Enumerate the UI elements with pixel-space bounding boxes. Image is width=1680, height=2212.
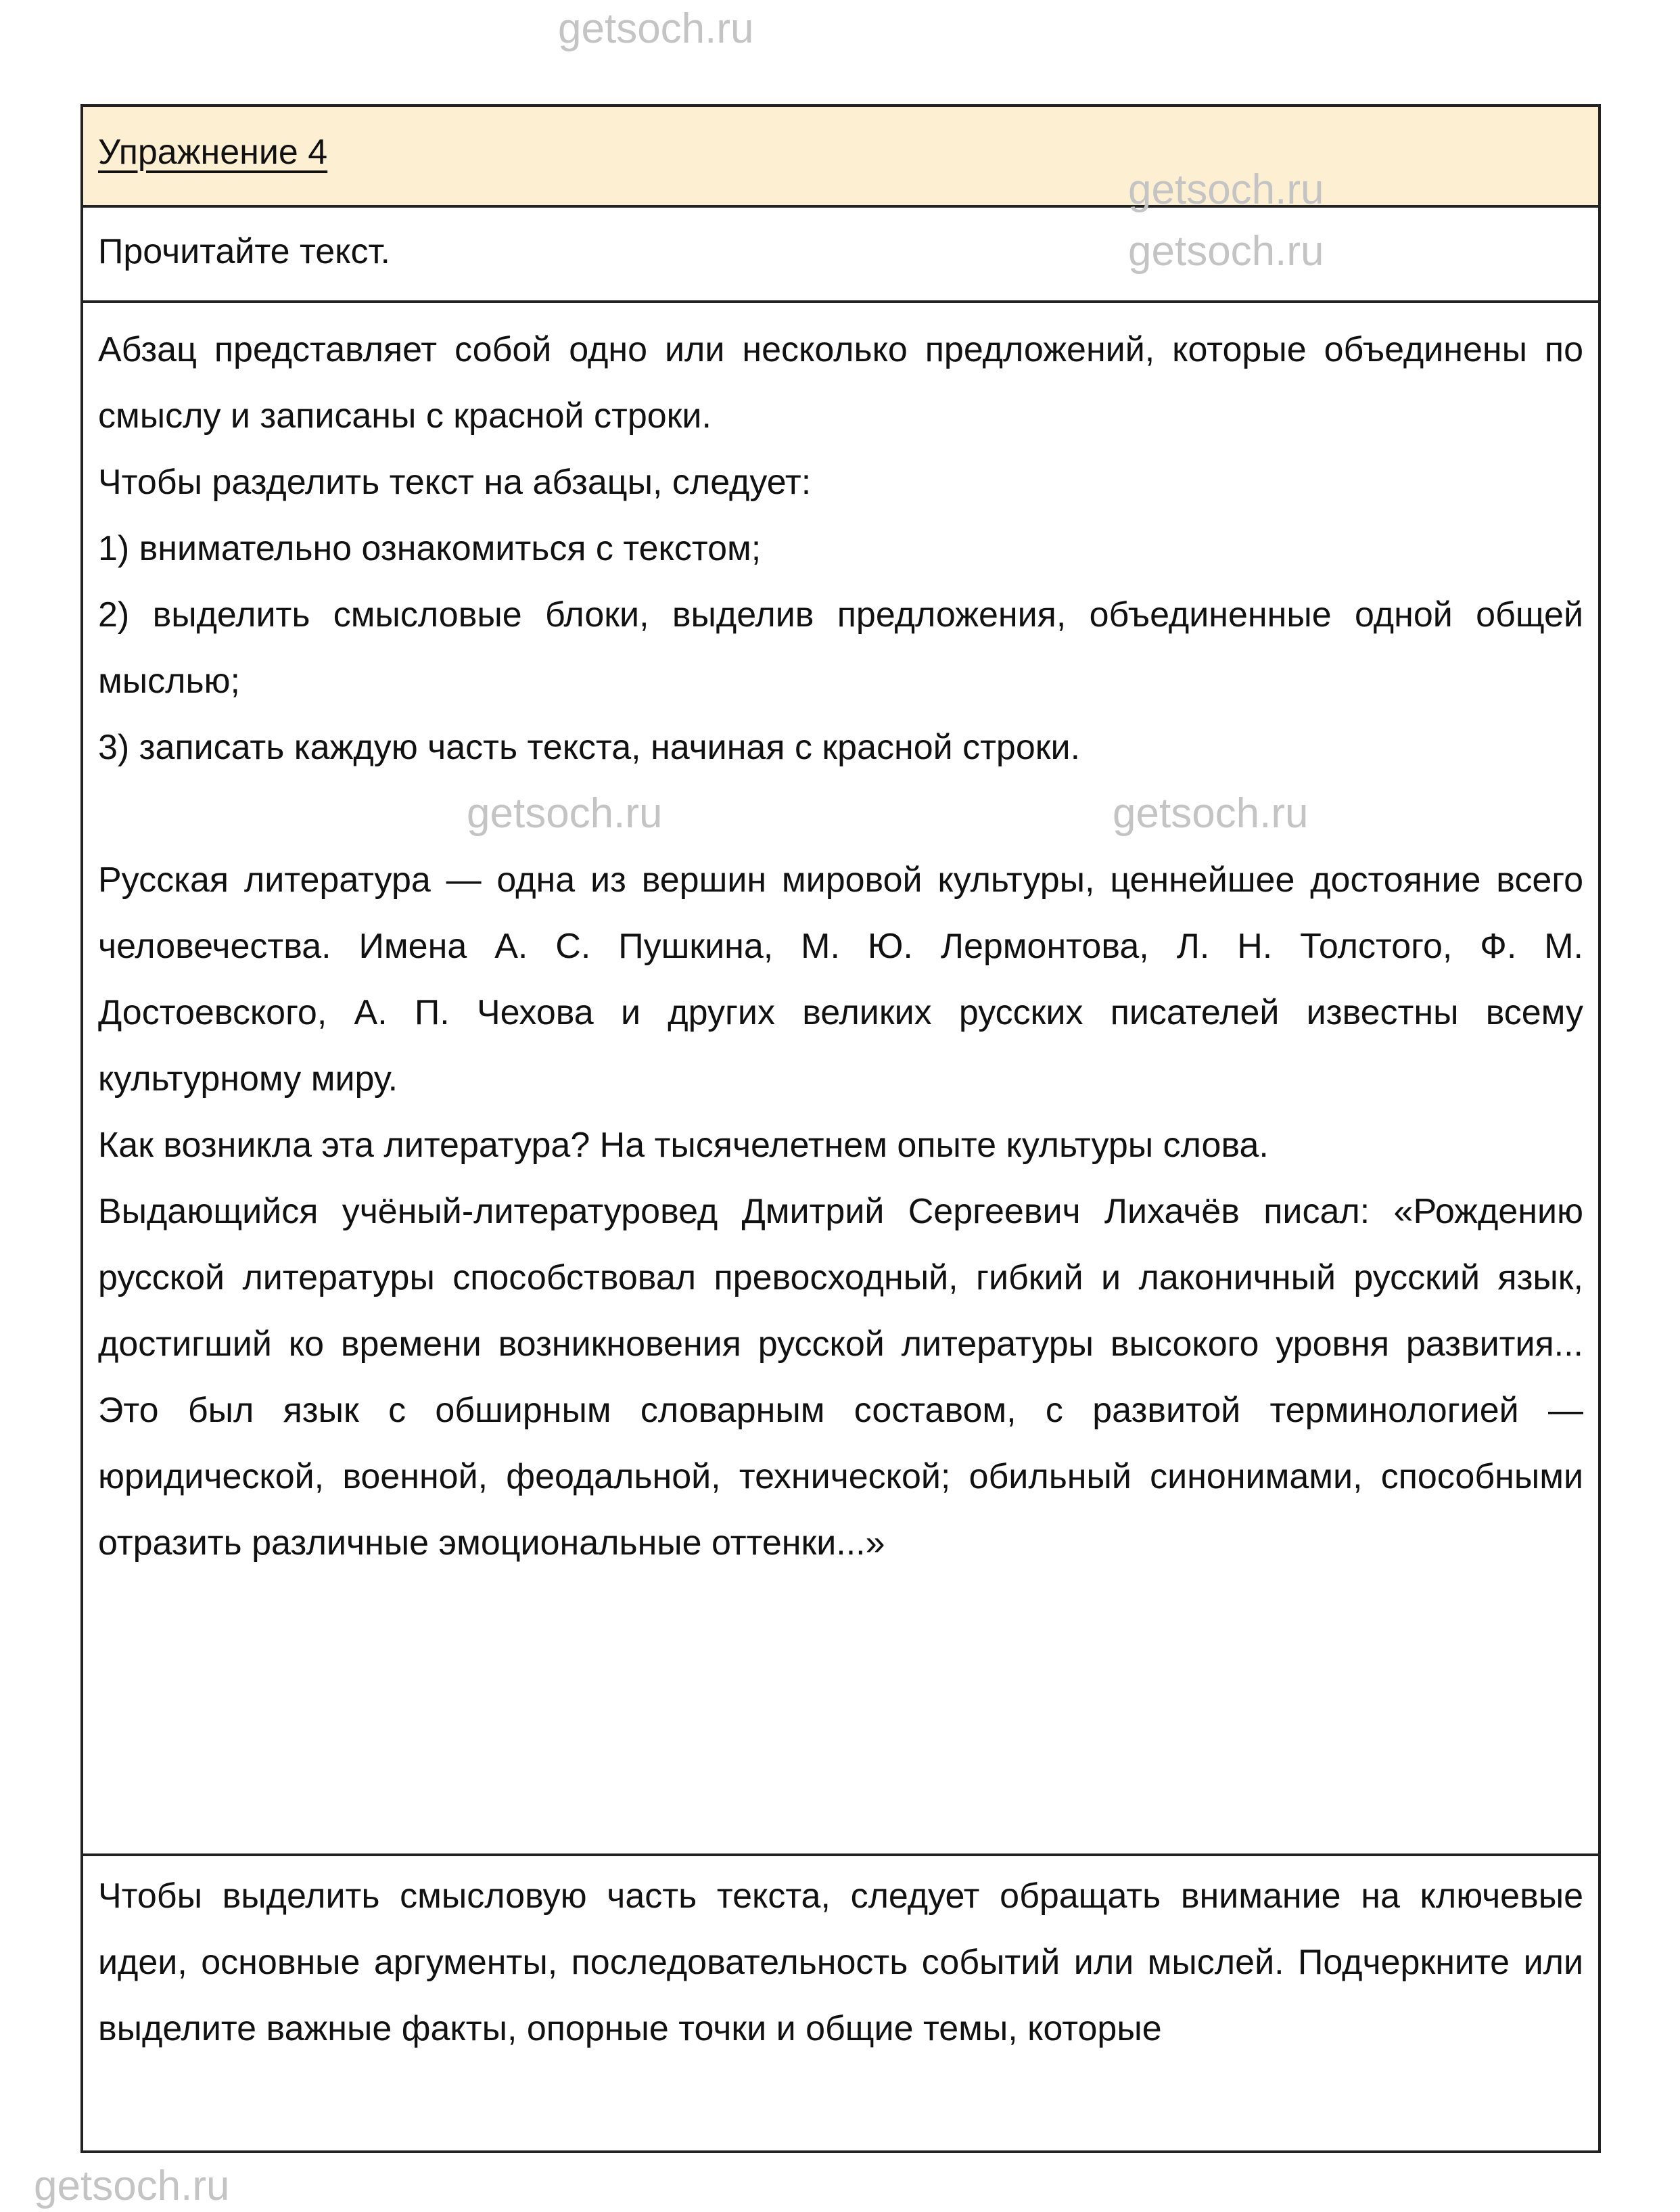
exercise-title: Упражнение 4 [98, 133, 328, 172]
text-row [83, 303, 1598, 1856]
text-paragraph: Как возникла эта литература? На тысячелетнем опыте культуры слова. [98, 1126, 1269, 1165]
watermark: getsoch.ru [467, 790, 663, 837]
answer-row [83, 1856, 1598, 2150]
watermark: getsoch.ru [558, 5, 754, 52]
theory-paragraph: 3) записать каждую часть текста, начиная с красной строки. [98, 728, 1081, 767]
spacer [98, 781, 1583, 847]
theory-paragraph: 1) внимательно ознакомиться с текстом; [98, 529, 762, 568]
watermark: getsoch.ru [34, 2163, 230, 2209]
instruction-row [83, 208, 1598, 303]
watermark: getsoch.ru [1128, 166, 1324, 213]
top-margin [0, 0, 1680, 104]
text-paragraph: Выдающийся учёный-литературовед Дмитрий Сергеевич Лихачёв писал: «Рождению русской литературы способствовал превосходный, гибкий и лаконичный русский язык, достигший ко времени возникновения русской литературы высокого уровня развития... Это был язык с обширным словарным составом, с развитой терминологией — юридической, военной, феодальной, технической; обильный синонимами, способными отразить различные эмоциональные оттенки...» [98, 1192, 1583, 1563]
text-paragraph: Русская литература — одна из вершин мировой культуры, ценнейшее достояние всего человечества. Имена А. С. Пушкина, М. Ю. Лермонтова, Л. Н. Толстого, Ф. М. Достоевского, А. П. Чехова и других великих русских писателей известны всему культурному миру. [98, 860, 1583, 1099]
watermark: getsoch.ru [1113, 790, 1309, 837]
theory-paragraph: 2) выделить смысловые блоки, выделив предложения, объединенные одной общей мыслью; [98, 595, 1583, 701]
theory-paragraph: Абзац представляет собой одно или несколько предложений, которые объединены по смыслу и записаны с красной строки. [98, 330, 1583, 436]
answer-text: Чтобы выделить смысловую часть текста, следует обращать внимание на ключевые идеи, основные аргументы, последовательность событий или мыслей. Подчеркните или выделите важные факты, опорные точки и общие темы, которые [98, 1876, 1583, 2048]
exercise-header [83, 107, 1598, 213]
instruction-text: Прочитайте текст. [98, 232, 390, 271]
bottom-margin [0, 2153, 1680, 2212]
watermark: getsoch.ru [1128, 228, 1324, 275]
theory-paragraph: Чтобы разделить текст на абзацы, следует: [98, 463, 812, 502]
exercise-table [80, 104, 1601, 2153]
